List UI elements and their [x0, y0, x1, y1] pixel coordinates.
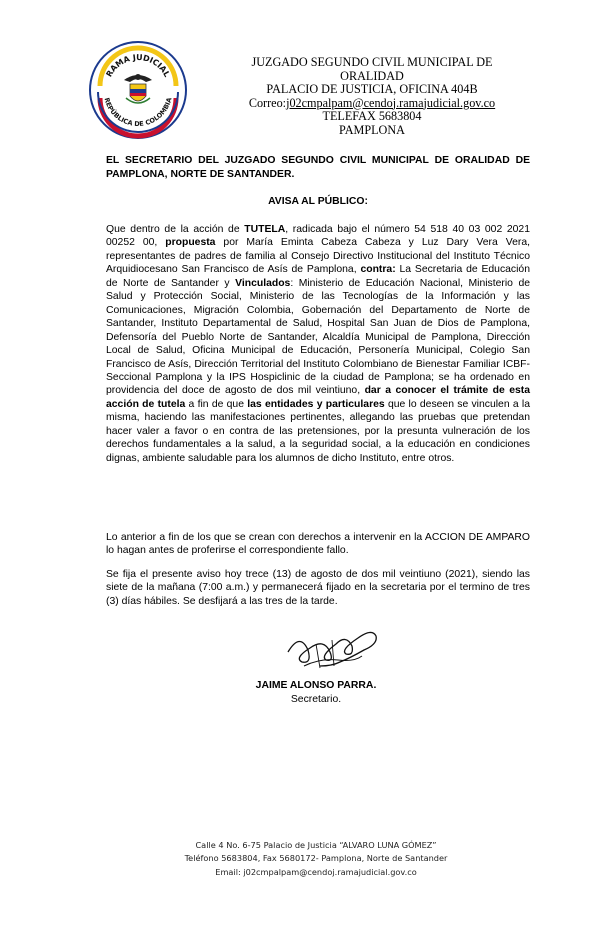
signer-block [206, 679, 426, 706]
page-footer [130, 839, 502, 879]
notice-paragraph-posting: Se fija el presente aviso hoy trece (13) de agosto de dos mil veintiuno (2021), siendo las siete de la mañana (7:00 a.m.) y permanecerá fijado en la secretaria por el termino de tres (3) días hábiles. Se desfijará a las tres de la tarde. [106, 569, 530, 607]
judicial-seal-icon [88, 40, 188, 140]
header-email-label: Correo: [248, 95, 287, 110]
header-city: PAMPLONA [339, 122, 405, 137]
header-phone: TELEFAX 5683804 [322, 109, 422, 123]
header-court-name: JUZGADO SEGUNDO CIVIL MUNICIPAL DE [251, 55, 493, 69]
header-address: PALACIO DE JUSTICIA, OFICINA 404B [266, 82, 478, 96]
signer-name: JAIME ALONSO PARRA. [255, 680, 377, 691]
footer-phone: Teléfono 5683804, Fax 5680172- Pamplona, Norte de Santander [184, 853, 448, 864]
court-header [232, 56, 512, 137]
notice-paragraph-purpose: Lo anterior a fin de los que se crean con derechos a intervenir en la ACCION DE AMPARO lo hagan antes de proferirse el correspondiente fallo. [106, 532, 530, 557]
footer-email: Email: j02cmpalpam@cendoj.ramajudicial.gov.co [215, 866, 417, 877]
signer-role: Secretario. [290, 693, 342, 705]
footer-address: Calle 4 No. 6-75 Palacio de Justicia “ALVARO LUNA GÓMEZ” [195, 840, 437, 850]
handwritten-signature-icon [280, 622, 384, 682]
svg-text:RAMA JUDICIAL: RAMA JUDICIAL [104, 52, 172, 79]
document-title: EL SECRETARIO DEL JUZGADO SEGUNDO CIVIL MUNICIPAL DE ORALIDAD DE PAMPLONA, NORTE DE SANTANDER. [106, 155, 530, 180]
header-email-line [232, 97, 512, 111]
svg-text:REPÚBLICA DE COLOMBIA: REPÚBLICA DE COLOMBIA [102, 96, 174, 129]
header-court-name-cont: ORALIDAD [340, 68, 404, 83]
notice-heading: AVISA AL PÚBLICO: [268, 196, 368, 207]
header-email-link[interactable]: j02cmpalpam@cendoj.ramajudicial.gov.co [286, 95, 496, 110]
notice-paragraph-main: Que dentro de la acción de TUTELA, radicada bajo el número 54 518 40 03 002 2021 00252 00, propuesta por María Eminta Cabeza Cabeza y Luz Dary Vera Vera, representantes de padres de familia al Consejo Directivo Institucional del Instituto Técnico Arquidiocesano San Francisco de Asís de Pamplona, contra: La Secretaria de Educación de Norte de Santander y Vinculados: Ministerio de Educación Nacional, Ministerio de Salud y Protección Social, Ministerio de las Tecnologías de la Información y las Comunicaciones, Migración Colombia, Gobernación del Departamento de Norte de Santander, Instituto Departamental de Salud, Hospital San Juan de Dios de Pamplona, Defensoría del Pueblo Norte de Santander, Alcaldía Municipal de Pamplona, Dirección Local de Salud, Oficina Municipal de Educación, Personería Municipal, Colegio San Francisco de Asís, Dirección Territorial del Instituto Colombiano de Bienestar Familiar ICBF- Seccional Pamplona y la IPS Hospiclinic de la ciudad de Pamplona; se ha ordenado en providencia del doce de agosto de dos mil veintiuno, dar a conocer el trámite de esta acción de tutela a fin de que las entidades y particulares que lo deseen se vinculen a la misma, haciendo las manifestaciones pertinentes, allegando las pruebas que pretendan hacer valer a favor o en contra de las pretensiones, por la presunta vulneración de los derechos fundamentales a la salud, a la seguridad social, a la educación en condiciones dignas, ambiente saludable para los alumnos de dicho Instituto, entre otros. [106, 224, 531, 464]
